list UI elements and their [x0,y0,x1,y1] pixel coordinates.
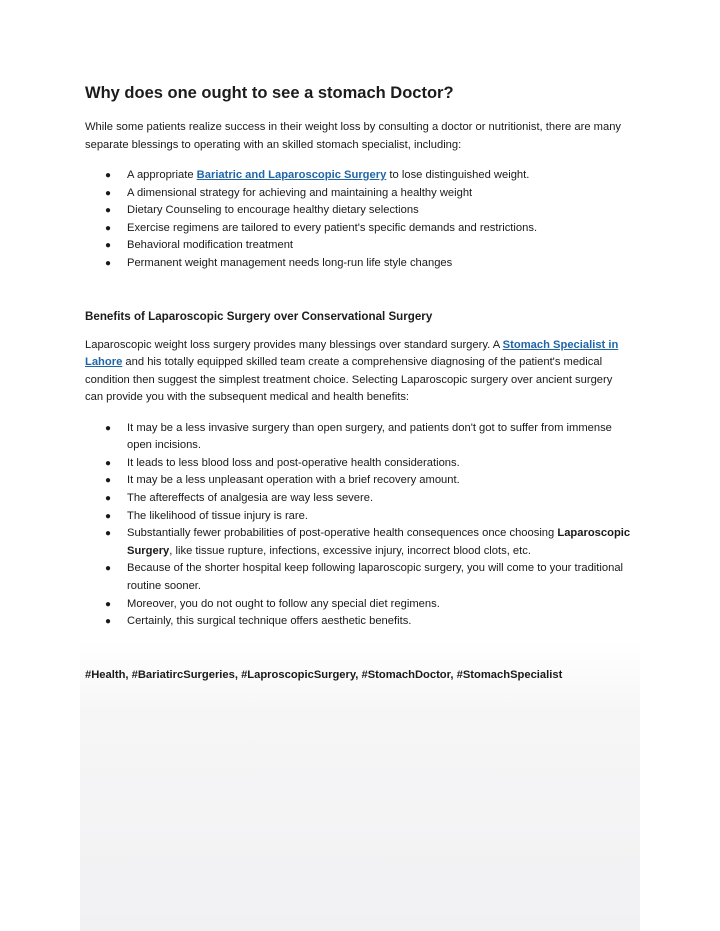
bullet-icon: ● [105,187,112,199]
bullet-icon: ● [105,457,112,469]
list-item: ● Substantially fewer probabilities of post-operative health consequences once choosing Laparoscopic Surgery, like tissue rupture, infections, excessive injury, incorrect blood clots, etc. [105,527,631,557]
list-item: ● The aftereffects of analgesia are way less severe. [85,490,633,508]
list-item: ● Certainly, this surgical technique offers aesthetic benefits. [85,613,633,631]
list-item: ● It may be a less invasive surgery than open surgery, and patients don't got to suffer from immense open incisions. [105,421,612,452]
bariatric-surgery-link[interactable]: Bariatric and Laparoscopic Surgery [196,169,387,181]
bullet-icon: ● [105,528,112,540]
section-heading: Benefits of Laparoscopic Surgery over Conservational Surgery [85,309,433,323]
bullet-icon: ● [105,257,112,269]
list-item: ● The likelihood of tissue injury is rare. [85,508,633,526]
bullet-icon: ● [105,510,112,522]
bullet-icon: ● [105,492,112,504]
list-item: ● Permanent weight management needs long-run life style changes [85,255,633,273]
hashtags: #Health, #BariatircSurgeries, #LaproscopicSurgery, #StomachDoctor, #StomachSpecialist [85,668,563,681]
intro-paragraph: While some patients realize success in their weight loss by consulting a doctor or nutritionist, there are many separate blessings to operating with an skilled stomach specialist, including: [85,121,622,151]
list-item: ● It leads to less blood loss and post-operative health considerations. [85,455,633,473]
list-item: ● Because of the shorter hospital keep following laparoscopic surgery, you will come to your traditional routine sooner. [105,562,624,592]
benefits-list [85,420,633,631]
bullet-icon: ● [105,170,112,181]
bullet-icon: ● [105,563,112,575]
list-item: ● Behavioral modification treatment [85,237,633,255]
list-item: ● Dietary Counseling to encourage healthy dietary selections [85,202,633,220]
bullet-icon: ● [105,422,112,434]
services-list [85,167,633,273]
list-item: ● A dimensional strategy for achieving and maintaining a healthy weight [85,185,633,203]
list-item: ● Exercise regimens are tailored to every patient's specific demands and restrictions. [85,220,633,238]
section-paragraph: Laparoscopic weight loss surgery provides many blessings over standard surgery. A Stomach Specialist in Lahore and his totally equipped skilled team create a comprehensive diagnosing of the patient's medical condition then suggest the simplest treatment choice. Selecting Laparoscopic surgery over ancient surgery can provide you with the subsequent medical and health benefits: [85,338,619,404]
bullet-icon: ● [105,616,112,628]
bullet-icon: ● [105,240,112,252]
bullet-icon: ● [105,205,112,217]
list-item: ● It may be a less unpleasant operation with a brief recovery amount. [85,472,633,490]
bullet-icon: ● [105,475,112,487]
page-title: Why does one ought to see a stomach Doctor? [85,84,454,102]
stomach-specialist-link[interactable]: Stomach Specialist in Lahore [85,338,619,369]
bullet-icon: ● [105,222,112,234]
list-item: ● A appropriate Bariatric and Laparoscopic Surgery to lose distinguished weight. [85,167,633,185]
bullet-icon: ● [105,598,112,610]
document-body [85,84,633,684]
list-item: ● Moreover, you do not ought to follow any special diet regimens. [85,596,633,614]
